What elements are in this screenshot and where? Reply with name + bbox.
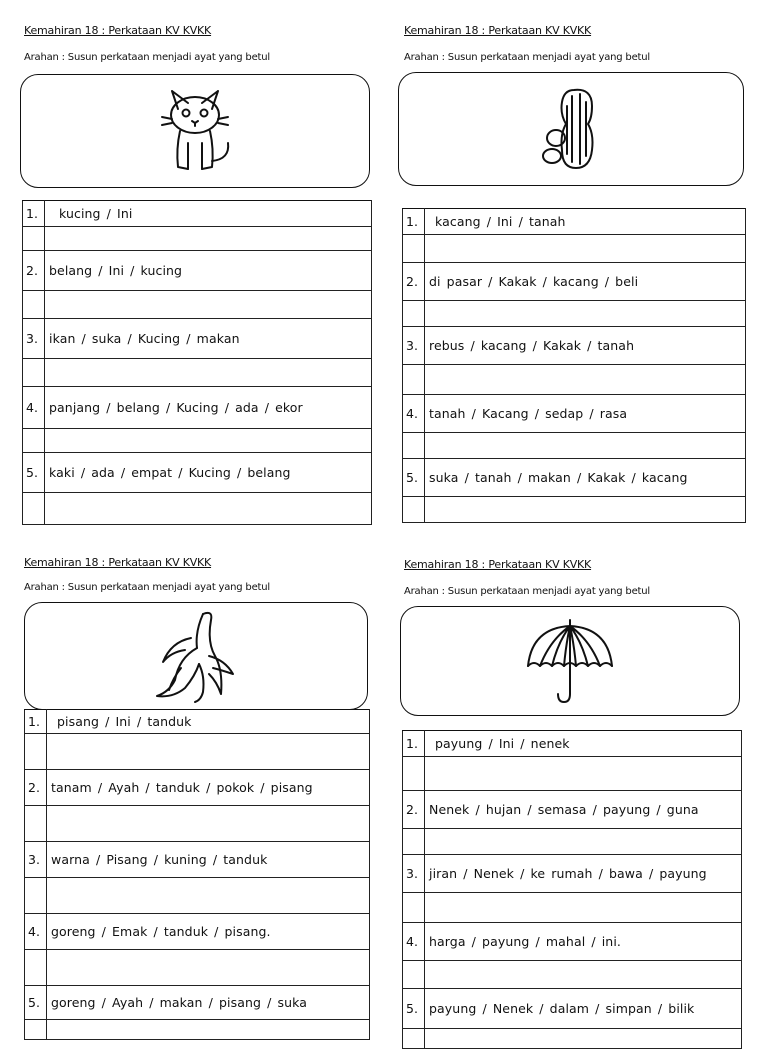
answer-number-cell	[403, 961, 425, 989]
answer-row[interactable]	[403, 235, 746, 263]
question-words: jiran / Nenek / ke rumah / bawa / payung	[425, 855, 742, 893]
question-number: 5.	[23, 453, 45, 493]
question-row	[403, 855, 742, 893]
answer-number-cell	[403, 757, 425, 791]
worksheet-title: Kemahiran 18 : Perkataan KV KVKK	[24, 24, 212, 37]
answer-blank[interactable]	[425, 235, 746, 263]
cat-icon	[150, 81, 240, 181]
answer-number-cell	[403, 365, 425, 395]
worksheet-title: Kemahiran 18 : Perkataan KV KVKK	[404, 24, 592, 37]
worksheet-title: Kemahiran 18 : Perkataan KV KVKK	[404, 558, 592, 571]
answer-row[interactable]	[25, 806, 370, 842]
peanut-icon	[536, 84, 606, 174]
answer-number-cell	[403, 829, 425, 855]
answer-blank[interactable]	[47, 1020, 370, 1040]
answer-number-cell	[25, 1020, 47, 1040]
question-words: di pasar / Kakak / kacang / beli	[425, 263, 746, 301]
picture-box	[398, 72, 744, 186]
question-words: kacang / Ini / tanah	[425, 209, 746, 235]
question-row	[403, 791, 742, 829]
question-number: 3.	[23, 319, 45, 359]
answer-row[interactable]	[403, 757, 742, 791]
answer-blank[interactable]	[45, 227, 372, 251]
question-words: ikan / suka / Kucing / makan	[45, 319, 372, 359]
question-row	[23, 251, 372, 291]
answer-row[interactable]	[23, 493, 372, 525]
answer-number-cell	[25, 878, 47, 914]
answer-blank[interactable]	[425, 1029, 742, 1049]
answer-row[interactable]	[25, 878, 370, 914]
question-number: 5.	[403, 989, 425, 1029]
umbrella-icon	[522, 616, 618, 706]
question-number: 4.	[25, 914, 47, 950]
question-words: goreng / Ayah / makan / pisang / suka	[47, 986, 370, 1020]
worksheet-instruction: Arahan : Susun perkataan menjadi ayat yang betul	[24, 582, 270, 593]
question-words: pisang / Ini / tanduk	[47, 710, 370, 734]
answer-table	[402, 208, 746, 523]
question-number: 4.	[23, 387, 45, 429]
question-number: 2.	[403, 263, 425, 301]
worksheet-instruction: Arahan : Susun perkataan menjadi ayat yang betul	[24, 52, 270, 63]
answer-blank[interactable]	[45, 493, 372, 525]
answer-row[interactable]	[403, 893, 742, 923]
question-row	[25, 770, 370, 806]
answer-number-cell	[403, 433, 425, 459]
answer-row[interactable]	[403, 301, 746, 327]
answer-number-cell	[403, 235, 425, 263]
answer-row[interactable]	[25, 950, 370, 986]
answer-row[interactable]	[25, 1020, 370, 1040]
answer-blank[interactable]	[425, 757, 742, 791]
answer-number-cell	[25, 734, 47, 770]
picture-box	[400, 606, 740, 716]
answer-table	[24, 709, 370, 1040]
question-words: payung / Nenek / dalam / simpan / bilik	[425, 989, 742, 1029]
answer-row[interactable]	[403, 1029, 742, 1049]
answer-number-cell	[23, 493, 45, 525]
question-number: 3.	[403, 327, 425, 365]
question-words: belang / Ini / kucing	[45, 251, 372, 291]
picture-box	[20, 74, 370, 188]
answer-row[interactable]	[25, 734, 370, 770]
answer-blank[interactable]	[425, 961, 742, 989]
question-number: 3.	[25, 842, 47, 878]
answer-row[interactable]	[23, 291, 372, 319]
question-number: 3.	[403, 855, 425, 893]
answer-blank[interactable]	[47, 878, 370, 914]
question-words: Nenek / hujan / semasa / payung / guna	[425, 791, 742, 829]
answer-blank[interactable]	[47, 806, 370, 842]
answer-row[interactable]	[403, 829, 742, 855]
answer-blank[interactable]	[425, 433, 746, 459]
answer-blank[interactable]	[45, 291, 372, 319]
answer-number-cell	[403, 301, 425, 327]
answer-number-cell	[23, 227, 45, 251]
question-number: 4.	[403, 395, 425, 433]
answer-row[interactable]	[403, 961, 742, 989]
answer-blank[interactable]	[425, 301, 746, 327]
question-words: warna / Pisang / kuning / tanduk	[47, 842, 370, 878]
question-words: panjang / belang / Kucing / ada / ekor	[45, 387, 372, 429]
answer-table	[22, 200, 372, 525]
question-number: 2.	[23, 251, 45, 291]
picture-box	[24, 602, 368, 710]
question-row	[23, 387, 372, 429]
question-row	[23, 319, 372, 359]
answer-table	[402, 730, 742, 1049]
question-number: 2.	[25, 770, 47, 806]
question-number: 4.	[403, 923, 425, 961]
answer-row[interactable]	[403, 365, 746, 395]
question-words: kaki / ada / empat / Kucing / belang	[45, 453, 372, 493]
worksheet-title: Kemahiran 18 : Perkataan KV KVKK	[24, 556, 212, 569]
question-words: payung / Ini / nenek	[425, 731, 742, 757]
question-words: tanah / Kacang / sedap / rasa	[425, 395, 746, 433]
question-row	[23, 453, 372, 493]
answer-number-cell	[23, 429, 45, 453]
answer-row[interactable]	[403, 497, 746, 523]
question-words: kucing / Ini	[45, 201, 372, 227]
question-row	[25, 914, 370, 950]
answer-number-cell	[23, 359, 45, 387]
question-words: goreng / Emak / tanduk / pisang.	[47, 914, 370, 950]
answer-row[interactable]	[23, 227, 372, 251]
question-row	[403, 731, 742, 757]
answer-number-cell	[403, 497, 425, 523]
answer-blank[interactable]	[425, 497, 746, 523]
answer-blank[interactable]	[47, 734, 370, 770]
question-number: 2.	[403, 791, 425, 829]
question-row	[403, 923, 742, 961]
answer-blank[interactable]	[45, 359, 372, 387]
question-row	[403, 989, 742, 1029]
question-number: 1.	[23, 201, 45, 227]
answer-row[interactable]	[23, 359, 372, 387]
banana-icon	[151, 608, 241, 704]
question-words: suka / tanah / makan / Kakak / kacang	[425, 459, 746, 497]
question-row	[23, 201, 372, 227]
question-row	[25, 710, 370, 734]
worksheet-instruction: Arahan : Susun perkataan menjadi ayat yang betul	[404, 586, 650, 597]
question-row	[403, 263, 746, 301]
answer-number-cell	[403, 1029, 425, 1049]
answer-number-cell	[25, 950, 47, 986]
worksheet-instruction: Arahan : Susun perkataan menjadi ayat yang betul	[404, 52, 650, 63]
question-words: tanam / Ayah / tanduk / pokok / pisang	[47, 770, 370, 806]
question-row	[403, 395, 746, 433]
question-row	[403, 327, 746, 365]
question-words: harga / payung / mahal / ini.	[425, 923, 742, 961]
answer-number-cell	[25, 806, 47, 842]
question-row	[25, 842, 370, 878]
answer-blank[interactable]	[45, 429, 372, 453]
answer-blank[interactable]	[425, 829, 742, 855]
question-row	[403, 209, 746, 235]
question-words: rebus / kacang / Kakak / tanah	[425, 327, 746, 365]
answer-number-cell	[403, 893, 425, 923]
question-row	[403, 459, 746, 497]
question-number: 1.	[25, 710, 47, 734]
question-number: 5.	[403, 459, 425, 497]
answer-blank[interactable]	[47, 950, 370, 986]
question-number: 1.	[403, 731, 425, 757]
answer-blank[interactable]	[425, 893, 742, 923]
question-number: 5.	[25, 986, 47, 1020]
question-number: 1.	[403, 209, 425, 235]
answer-row[interactable]	[403, 433, 746, 459]
question-row	[25, 986, 370, 1020]
answer-row[interactable]	[23, 429, 372, 453]
answer-number-cell	[23, 291, 45, 319]
answer-blank[interactable]	[425, 365, 746, 395]
